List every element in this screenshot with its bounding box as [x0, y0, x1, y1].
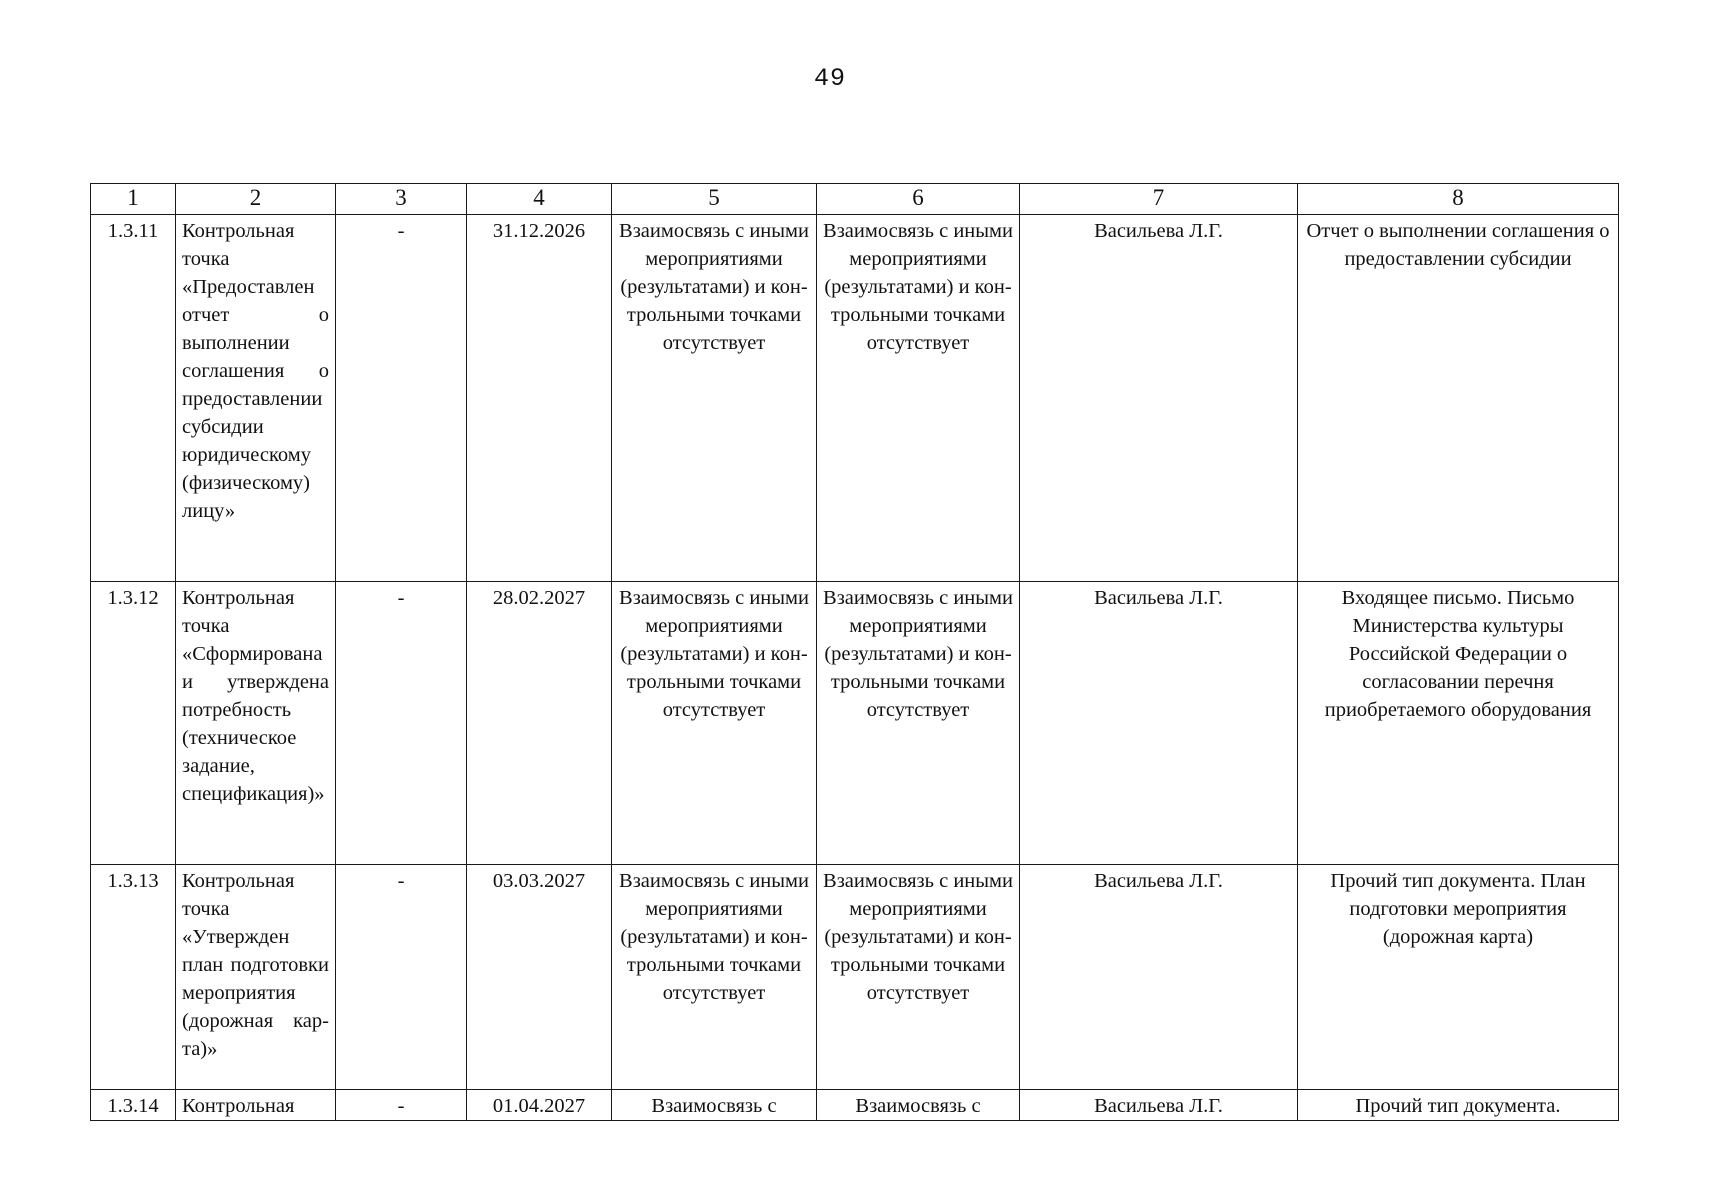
column-header: 6 [817, 184, 1020, 215]
control-point-name: Контрольная точка «Утвержден план подготовки мероприятия (дорожная карта)» [176, 865, 336, 1090]
control-point-name: Контрольная точка «Сформирована и утверждена потребность (техническое задание, спецификация)» [176, 582, 336, 865]
responsible-person: Васильева Л.Г. [1020, 865, 1298, 1090]
control-points-table [90, 183, 1619, 1121]
responsible-person: Васильева Л.Г. [1020, 215, 1298, 582]
predecessor-relation: Взаимосвязь с иными мероприятиями (результатами) и контрольными точками отсутствует [612, 582, 817, 865]
table-row [91, 865, 1619, 1090]
due-date: 01.04.2027 [467, 1090, 612, 1121]
predecessor-relation: Взаимосвязь с [612, 1090, 817, 1121]
confirming-document: Входящее письмо. Письмо Министерства культуры Российской Федерации о согласовании перечня приобретаемого оборудования [1298, 582, 1619, 865]
due-date: 31.12.2026 [467, 215, 612, 582]
table-row [91, 582, 1619, 865]
column-3-value: - [336, 865, 467, 1090]
successor-relation: Взаимосвязь с иными мероприятиями (результатами) и контрольными точками отсутствует [817, 582, 1020, 865]
table-row [91, 1090, 1619, 1121]
due-date: 28.02.2027 [467, 582, 612, 865]
row-number: 1.3.13 [91, 865, 176, 1090]
responsible-person: Васильева Л.Г. [1020, 1090, 1298, 1121]
row-number: 1.3.12 [91, 582, 176, 865]
due-date: 03.03.2027 [467, 865, 612, 1090]
column-number-row [91, 184, 1619, 215]
column-header: 3 [336, 184, 467, 215]
row-number: 1.3.14 [91, 1090, 176, 1121]
predecessor-relation: Взаимосвязь с иными мероприятиями (результатами) и контрольными точками отсутствует [612, 215, 817, 582]
successor-relation: Взаимосвязь с иными мероприятиями (результатами) и контрольными точками отсутствует [817, 215, 1020, 582]
column-header: 8 [1298, 184, 1619, 215]
column-3-value: - [336, 1090, 467, 1121]
column-3-value: - [336, 582, 467, 865]
responsible-person: Васильева Л.Г. [1020, 582, 1298, 865]
column-header: 7 [1020, 184, 1298, 215]
column-header: 2 [176, 184, 336, 215]
control-point-name: Контрольная [176, 1090, 336, 1121]
column-header: 1 [91, 184, 176, 215]
confirming-document: Прочий тип документа. [1298, 1090, 1619, 1121]
column-header: 4 [467, 184, 612, 215]
table-row [91, 215, 1619, 582]
confirming-document: Отчет о выполнении соглашения о предоставлении субсидии [1298, 215, 1619, 582]
column-header: 5 [612, 184, 817, 215]
successor-relation: Взаимосвязь с [817, 1090, 1020, 1121]
confirming-document: Прочий тип документа. План подготовки мероприятия (дорожная карта) [1298, 865, 1619, 1090]
control-point-name: Контрольная точка «Предоставлен отчет о выполнении соглашения о предоставлении субсидии юридическому (физическому) лицу» [176, 215, 336, 582]
column-3-value: - [336, 215, 467, 582]
page-number: 49 [813, 64, 846, 93]
successor-relation: Взаимосвязь с иными мероприятиями (результатами) и контрольными точками отсутствует [817, 865, 1020, 1090]
predecessor-relation: Взаимосвязь с иными мероприятиями (результатами) и контрольными точками отсутствует [612, 865, 817, 1090]
row-number: 1.3.11 [91, 215, 176, 582]
